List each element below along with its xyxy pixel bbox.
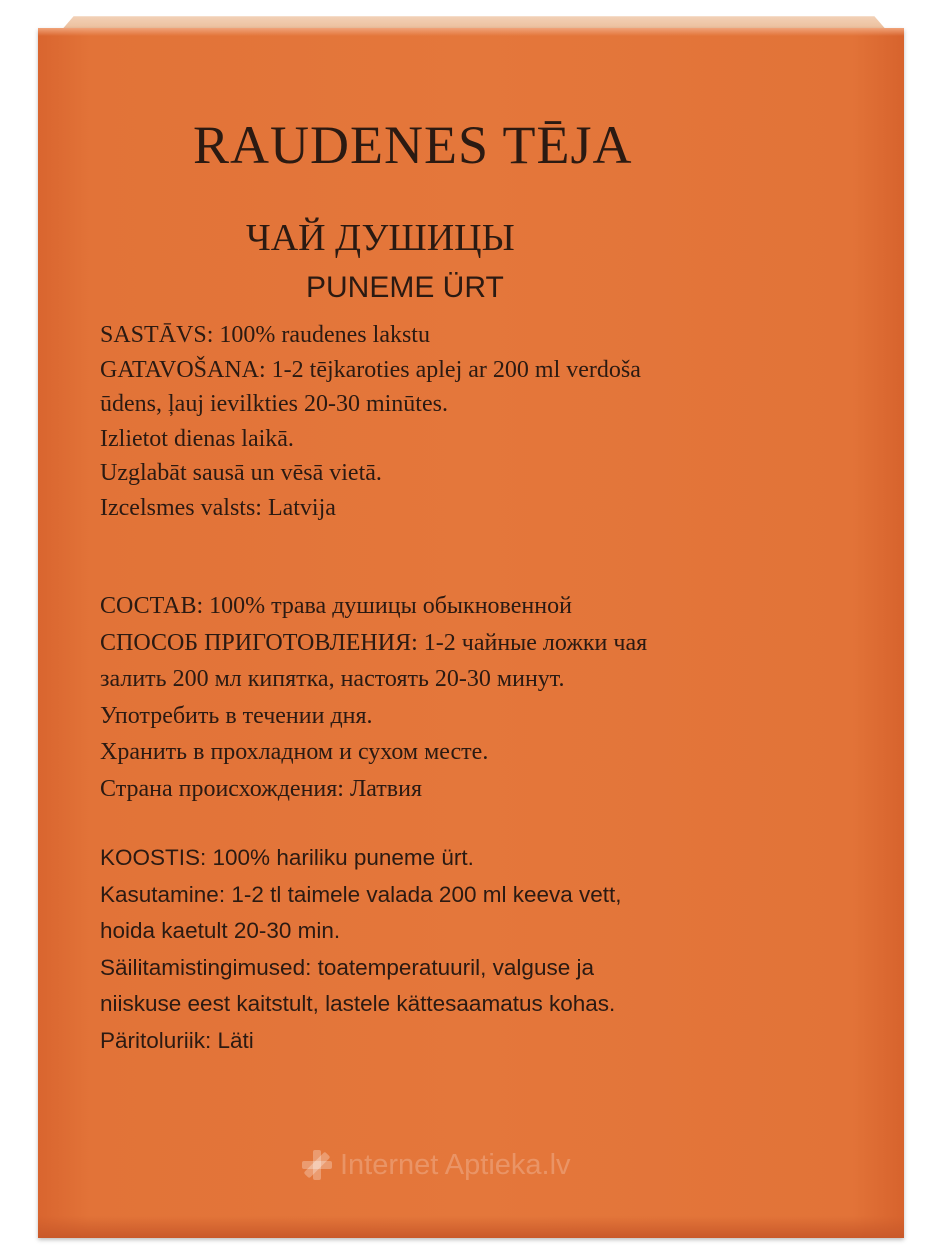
lv-line: GATAVOŠANA: 1-2 tējkaroties aplej ar 200 ml verdoša (100, 356, 641, 383)
ee-line: KOOSTIS: 100% hariliku puneme ürt. (100, 845, 474, 870)
tea-box-back-panel (38, 28, 904, 1238)
ru-line: Употребить в течении дня. (100, 702, 373, 729)
title-estonian: PUNEME ÜRT (306, 271, 504, 304)
russian-description (100, 588, 647, 807)
title-latvian: RAUDENES TĒJA (193, 115, 633, 175)
watermark (300, 1148, 571, 1182)
watermark-text: Internet Aptieka.lv (340, 1148, 571, 1181)
lv-line: ūdens, ļauj ievilkties 20-30 minūtes. (100, 391, 448, 417)
ru-line: залить 200 мл кипятка, настоять 20-30 минут. (100, 666, 565, 692)
aptieka-logo-icon (300, 1148, 334, 1182)
ee-line: Päritoluriik: Läti (100, 1027, 254, 1053)
ru-line: СОСТАВ: 100% трава душицы обыкновенной (100, 593, 572, 619)
lv-line: Izcelsmes valsts: Latvija (100, 494, 336, 521)
estonian-description (100, 840, 622, 1059)
lv-line: Izlietot dienas laikā. (100, 425, 294, 452)
ee-line: hoida kaetult 20-30 min. (100, 918, 341, 943)
lv-line: SASTĀVS: 100% raudenes lakstu (100, 322, 430, 348)
box-bottom-edge (38, 1216, 904, 1238)
ru-line: Хранить в прохладном и сухом месте. (100, 739, 489, 765)
ru-line: Страна происхождения: Латвия (100, 775, 422, 802)
ee-line: Säilitamistingimused: toatemperatuuril, valguse ja (100, 954, 594, 980)
ee-line: Kasutamine: 1-2 tl taimele valada 200 ml keeva vett, (100, 881, 622, 907)
ru-line: СПОСОБ ПРИГОТОВЛЕНИЯ: 1-2 чайные ложки чая (100, 629, 648, 656)
title-russian: ЧАЙ ДУШИЦЫ (246, 217, 515, 259)
ee-line: niiskuse eest kaitstult, lastele kättesaamatus kohas. (100, 991, 616, 1016)
latvian-description (100, 318, 641, 525)
box-top-edge (38, 28, 904, 36)
lv-line: Uzglabāt sausā un vēsā vietā. (100, 460, 382, 486)
